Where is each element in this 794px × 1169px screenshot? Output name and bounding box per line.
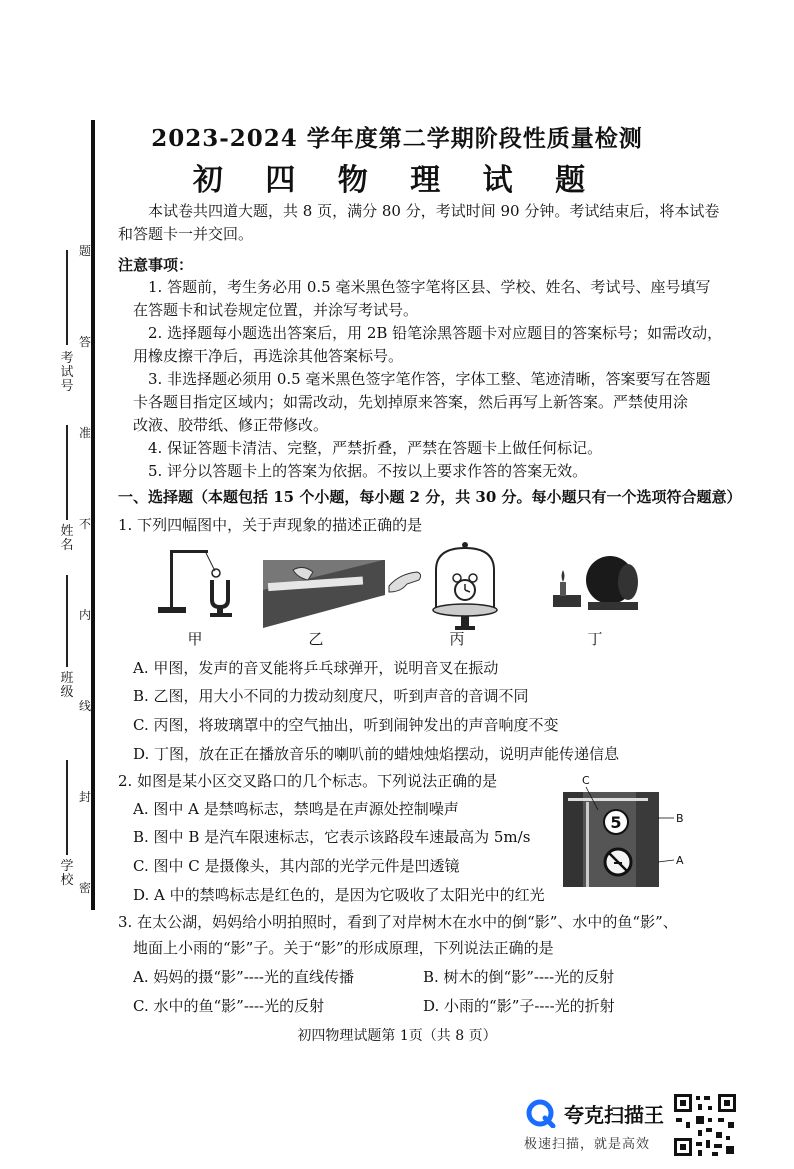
side-blank-class [66, 575, 68, 667]
side-blank-name [66, 425, 68, 520]
exam-title: 2023-2024 学年度第二学期阶段性质量检测 [151, 125, 643, 152]
side-blank-exam-number [66, 250, 68, 345]
figure-traffic-signs [558, 770, 688, 888]
figure-finger-pluck [387, 566, 425, 596]
q2-stem: 2. 如图是某小区交叉路口的几个标志。下列说法正确的是 [118, 772, 498, 790]
q1-stem: 1. 下列四幅图中，关于声现象的描述正确的是 [118, 516, 423, 534]
note-3-line-3: 改液、胶带纸、修正带修改。 [133, 416, 329, 434]
side-label-class: 班级 [60, 671, 74, 700]
q1-figure-label-bing: 丙 [449, 630, 465, 648]
speed-sign-number: 5 [610, 813, 622, 832]
notes-heading: 注意事项： [118, 256, 194, 274]
q3-stem-line-2: 地面上小雨的“影”子。关于“影”的形成原理，下列说法正确的是 [133, 939, 554, 957]
q3-option-d: D. 小雨的“影”子----光的折射 [423, 997, 615, 1015]
figure-label-a: A [676, 854, 684, 867]
figure-bell-jar-clock [430, 540, 500, 635]
q1-option-c: C. 丙图，将玻璃罩中的空气抽出，听到闹钟发出的声音响度不变 [133, 716, 559, 734]
side-label-school: 学校 [60, 859, 74, 888]
figure-ruler-on-table [263, 560, 385, 628]
q1-figure-label-jia: 甲 [187, 630, 203, 648]
figure-label-b: B [676, 812, 684, 825]
figure-tuning-fork-ball [150, 545, 260, 625]
q1-option-b: B. 乙图，用大小不同的力拨动刻度尺，听到声音的音调不同 [133, 687, 529, 705]
side-label-exam-number: 考试号 [60, 351, 74, 394]
exam-subtitle: 初 四 物 理 试 题 [192, 163, 602, 198]
note-3-line-2: 卡各题目指定区域内；如需改动，先划掉原来答案，然后再写上新答案。严禁使用涂 [133, 393, 689, 411]
note-2-line-1: 2. 选择题每小题选出答案后，用 2B 铅笔涂黑答题卡对应题目的答案标号；如需改动， [148, 324, 723, 342]
note-2-line-2: 用橡皮擦干净后，再选涂其他答案标号。 [133, 347, 404, 365]
seal-char: 不 [78, 517, 91, 531]
scanner-brand: 夸克扫描王 [564, 1103, 664, 1127]
figure-speaker-candle [548, 550, 648, 615]
side-label-name: 姓名 [60, 524, 74, 553]
q2-option-c: C. 图中 C 是摄像头，其内部的光学元件是凹透镜 [133, 857, 460, 875]
seal-char: 答 [78, 335, 91, 349]
scanner-logo-icon [525, 1098, 559, 1128]
side-blank-school [66, 760, 68, 855]
seal-char: 准 [78, 426, 91, 440]
seal-char: 线 [78, 699, 91, 713]
scanner-slogan: 极速扫描，就是高效 [524, 1137, 651, 1152]
note-3-line-1: 3. 非选择题必须用 0.5 毫米黑色签字笔作答，字体工整、笔迹清晰，答案要写在答题 [148, 370, 711, 388]
q3-option-c: C. 水中的鱼“影”----光的反射 [133, 997, 325, 1015]
q1-figure-label-ding: 丁 [587, 630, 603, 648]
q3-stem-line-1: 3. 在太公湖，妈妈给小明拍照时，看到了对岸树木在水中的倒“影”、水中的鱼“影”、 [118, 913, 678, 931]
q1-option-a: A. 甲图，发声的音叉能将乒乓球弹开，说明音叉在振动 [133, 659, 499, 677]
figure-label-c: C [582, 774, 590, 787]
intro-line-2: 和答题卡一并交回。 [118, 225, 254, 243]
note-4: 4. 保证答题卡清洁、完整，严禁折叠，严禁在答题卡上做任何标记。 [148, 439, 603, 457]
note-1-line-1: 1. 答题前，考生务必用 0.5 毫米黑色签字笔将区县、学校、姓名、考试号、座号填写 [148, 278, 711, 296]
q1-figure-label-yi: 乙 [308, 630, 324, 648]
q1-option-d: D. 丁图，放在正在播放音乐的喇叭前的蜡烛烛焰摆动，说明声能传递信息 [133, 745, 620, 763]
qr-code-icon [672, 1092, 738, 1158]
note-5: 5. 评分以答题卡上的答案为依据。不按以上要求作答的答案无效。 [148, 462, 588, 480]
q3-option-b: B. 树木的倒“影”----光的反射 [423, 968, 615, 986]
seal-char: 密 [78, 881, 91, 895]
q2-option-a: A. 图中 A 是禁鸣标志，禁鸣是在声源处控制噪声 [133, 800, 459, 818]
note-1-line-2: 在答题卡和试卷规定位置，并涂写考试号。 [133, 301, 419, 319]
q2-option-b: B. 图中 B 是汽车限速标志，它表示该路段车速最高为 5m/s [133, 828, 531, 846]
page-footer: 初四物理试题第 1页（共 8 页） [297, 1028, 497, 1044]
q3-option-a: A. 妈妈的摄“影”----光的直线传播 [133, 968, 354, 986]
seal-char: 内 [78, 608, 91, 622]
seal-char: 封 [78, 790, 91, 804]
intro-line-1: 本试卷共四道大题，共 8 页，满分 80 分，考试时间 90 分钟。考试结束后，将本试卷 [148, 202, 720, 220]
seal-char: 题 [78, 244, 91, 258]
q2-option-d: D. A 中的禁鸣标志是红色的，是因为它吸收了太阳光中的红光 [133, 886, 545, 904]
section-1-heading: 一、选择题（本题包括 15 个小题，每小题 2 分，共 30 分。每小题只有一个选项符合题意） [118, 488, 742, 506]
